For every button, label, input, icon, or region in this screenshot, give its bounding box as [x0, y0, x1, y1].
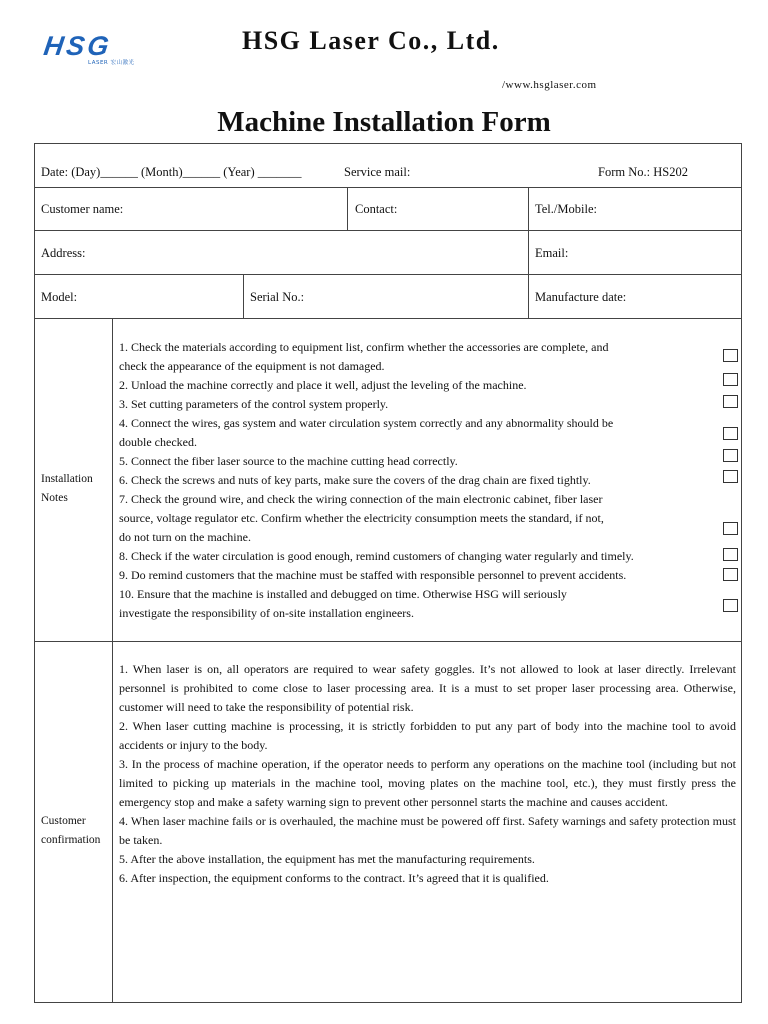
note-line: 4. Connect the wires, gas system and water circulation system correctly and any abnormality should be [119, 416, 614, 430]
note-line: do not turn on the machine. [119, 530, 251, 544]
confirmation-item: 5. After the above installation, the equipment has met the manufacturing requirements. [119, 852, 535, 866]
note-line: investigate the responsibility of on-site installation engineers. [119, 606, 414, 620]
logo-subtitle: LASER 宏山激光 [88, 60, 135, 66]
note-line: 9. Do remind customers that the machine must be staffed with responsible personnel to prevent accidents. [119, 568, 627, 582]
col-divider [528, 187, 529, 318]
contact-field[interactable]: Contact: [355, 202, 398, 216]
row-divider [34, 318, 742, 319]
checkbox-item-9[interactable] [723, 568, 738, 581]
hsg-logo [41, 31, 156, 70]
note-line: source, voltage regulator etc. Confirm whether the electricity consumption meets the standard, if not, [119, 511, 604, 525]
table-border-left [34, 143, 35, 1003]
installation-notes-label: Installation Notes [41, 473, 93, 504]
confirmation-item: 2. When laser cutting machine is processing, it is strictly forbidden to put any part of body into the machine tool to avoid accidents or injury to the body. [119, 719, 736, 752]
note-line: 8. Check if the water circulation is good enough, remind customers of changing water regularly and timely. [119, 549, 634, 563]
note-line: 2. Unload the machine correctly and place it well, adjust the leveling of the machine. [119, 378, 527, 392]
manufacture-date-field[interactable]: Manufacture date: [535, 290, 627, 304]
note-line: check the appearance of the equipment is not damaged. [119, 359, 385, 373]
note-line: 6. Check the screws and nuts of key parts, make sure the covers of the drag chain are fixed tightly. [119, 473, 591, 487]
company-name: HSG Laser Co., Ltd. [242, 26, 500, 55]
note-line: 5. Connect the fiber laser source to the machine cutting head correctly. [119, 454, 458, 468]
note-line: 3. Set cutting parameters of the control system properly. [119, 397, 389, 411]
label-col-divider [112, 318, 113, 1002]
note-line: 1. Check the materials according to equipment list, confirm whether the accessories are complete, and [119, 340, 609, 354]
checkbox-item-8[interactable] [723, 548, 738, 561]
row-divider [34, 274, 742, 275]
checkbox-item-4[interactable] [723, 427, 738, 440]
checkbox-item-3[interactable] [723, 395, 738, 408]
tel-mobile-field[interactable]: Tel./Mobile: [535, 202, 597, 216]
checkbox-item-10[interactable] [723, 599, 738, 612]
customer-name-field[interactable]: Customer name: [41, 202, 124, 216]
table-border-right [741, 143, 742, 1003]
note-line: 7. Check the ground wire, and check the wiring connection of the main electronic cabinet, fiber laser [119, 492, 603, 506]
model-field[interactable]: Model: [41, 290, 78, 304]
row-divider [34, 187, 742, 188]
service-mail-field[interactable]: Service mail: [344, 165, 411, 179]
logo-mark: HSG [41, 31, 114, 61]
address-field[interactable]: Address: [41, 246, 86, 260]
serial-number-field[interactable]: Serial No.: [250, 290, 305, 304]
checkbox-item-7[interactable] [723, 522, 738, 535]
note-line: 10. Ensure that the machine is installed and debugged on time. Otherwise HSG will seriously [119, 587, 567, 601]
website-text: /www.hsglaser.com [502, 79, 597, 91]
checkbox-item-5[interactable] [723, 449, 738, 462]
confirmation-text [119, 660, 736, 888]
table-border-top [34, 143, 742, 144]
confirmation-item: 6. After inspection, the equipment conforms to the contract. It’s agreed that it is qualified. [119, 871, 549, 885]
date-field[interactable]: Date: (Day)______ (Month)______ (Year) _______ [41, 165, 302, 179]
note-line: double checked. [119, 435, 197, 449]
form-number: Form No.: HS202 [598, 165, 688, 179]
col-divider [243, 274, 244, 318]
installation-notes [119, 338, 634, 623]
confirmation-item: 3. In the process of machine operation, if the operator needs to perform any operations on the machine tool (including but not limited to picking up materials in the machine tool, moving plates on the machine tool, etc.), they must firstly press the emergency stop and make a safety warning sign to prevent other personnel starts the machine and causes accident. [119, 757, 736, 809]
confirmation-item: 4. When laser machine fails or is overhauled, the machine must be powered off first. Safety warnings and safety protection must be taken. [119, 814, 736, 847]
row-divider [34, 230, 742, 231]
customer-confirmation-label: Customer confirmation [41, 815, 101, 846]
table-border-bottom [34, 1002, 742, 1003]
checkbox-item-1[interactable] [723, 349, 738, 362]
form-title: Machine Installation Form [217, 106, 551, 138]
row-divider [34, 641, 742, 642]
email-field[interactable]: Email: [535, 246, 569, 260]
checkbox-item-6[interactable] [723, 470, 738, 483]
confirmation-item: 1. When laser is on, all operators are required to wear safety goggles. It’s not allowed to look at laser directly. Irrelevant personnel is prohibited to come close to laser processing area. It is a must to set proper laser processing area. Otherwise, customer will need to take the responsibility of potential risk. [119, 662, 736, 714]
col-divider [347, 187, 348, 231]
checkbox-item-2[interactable] [723, 373, 738, 386]
